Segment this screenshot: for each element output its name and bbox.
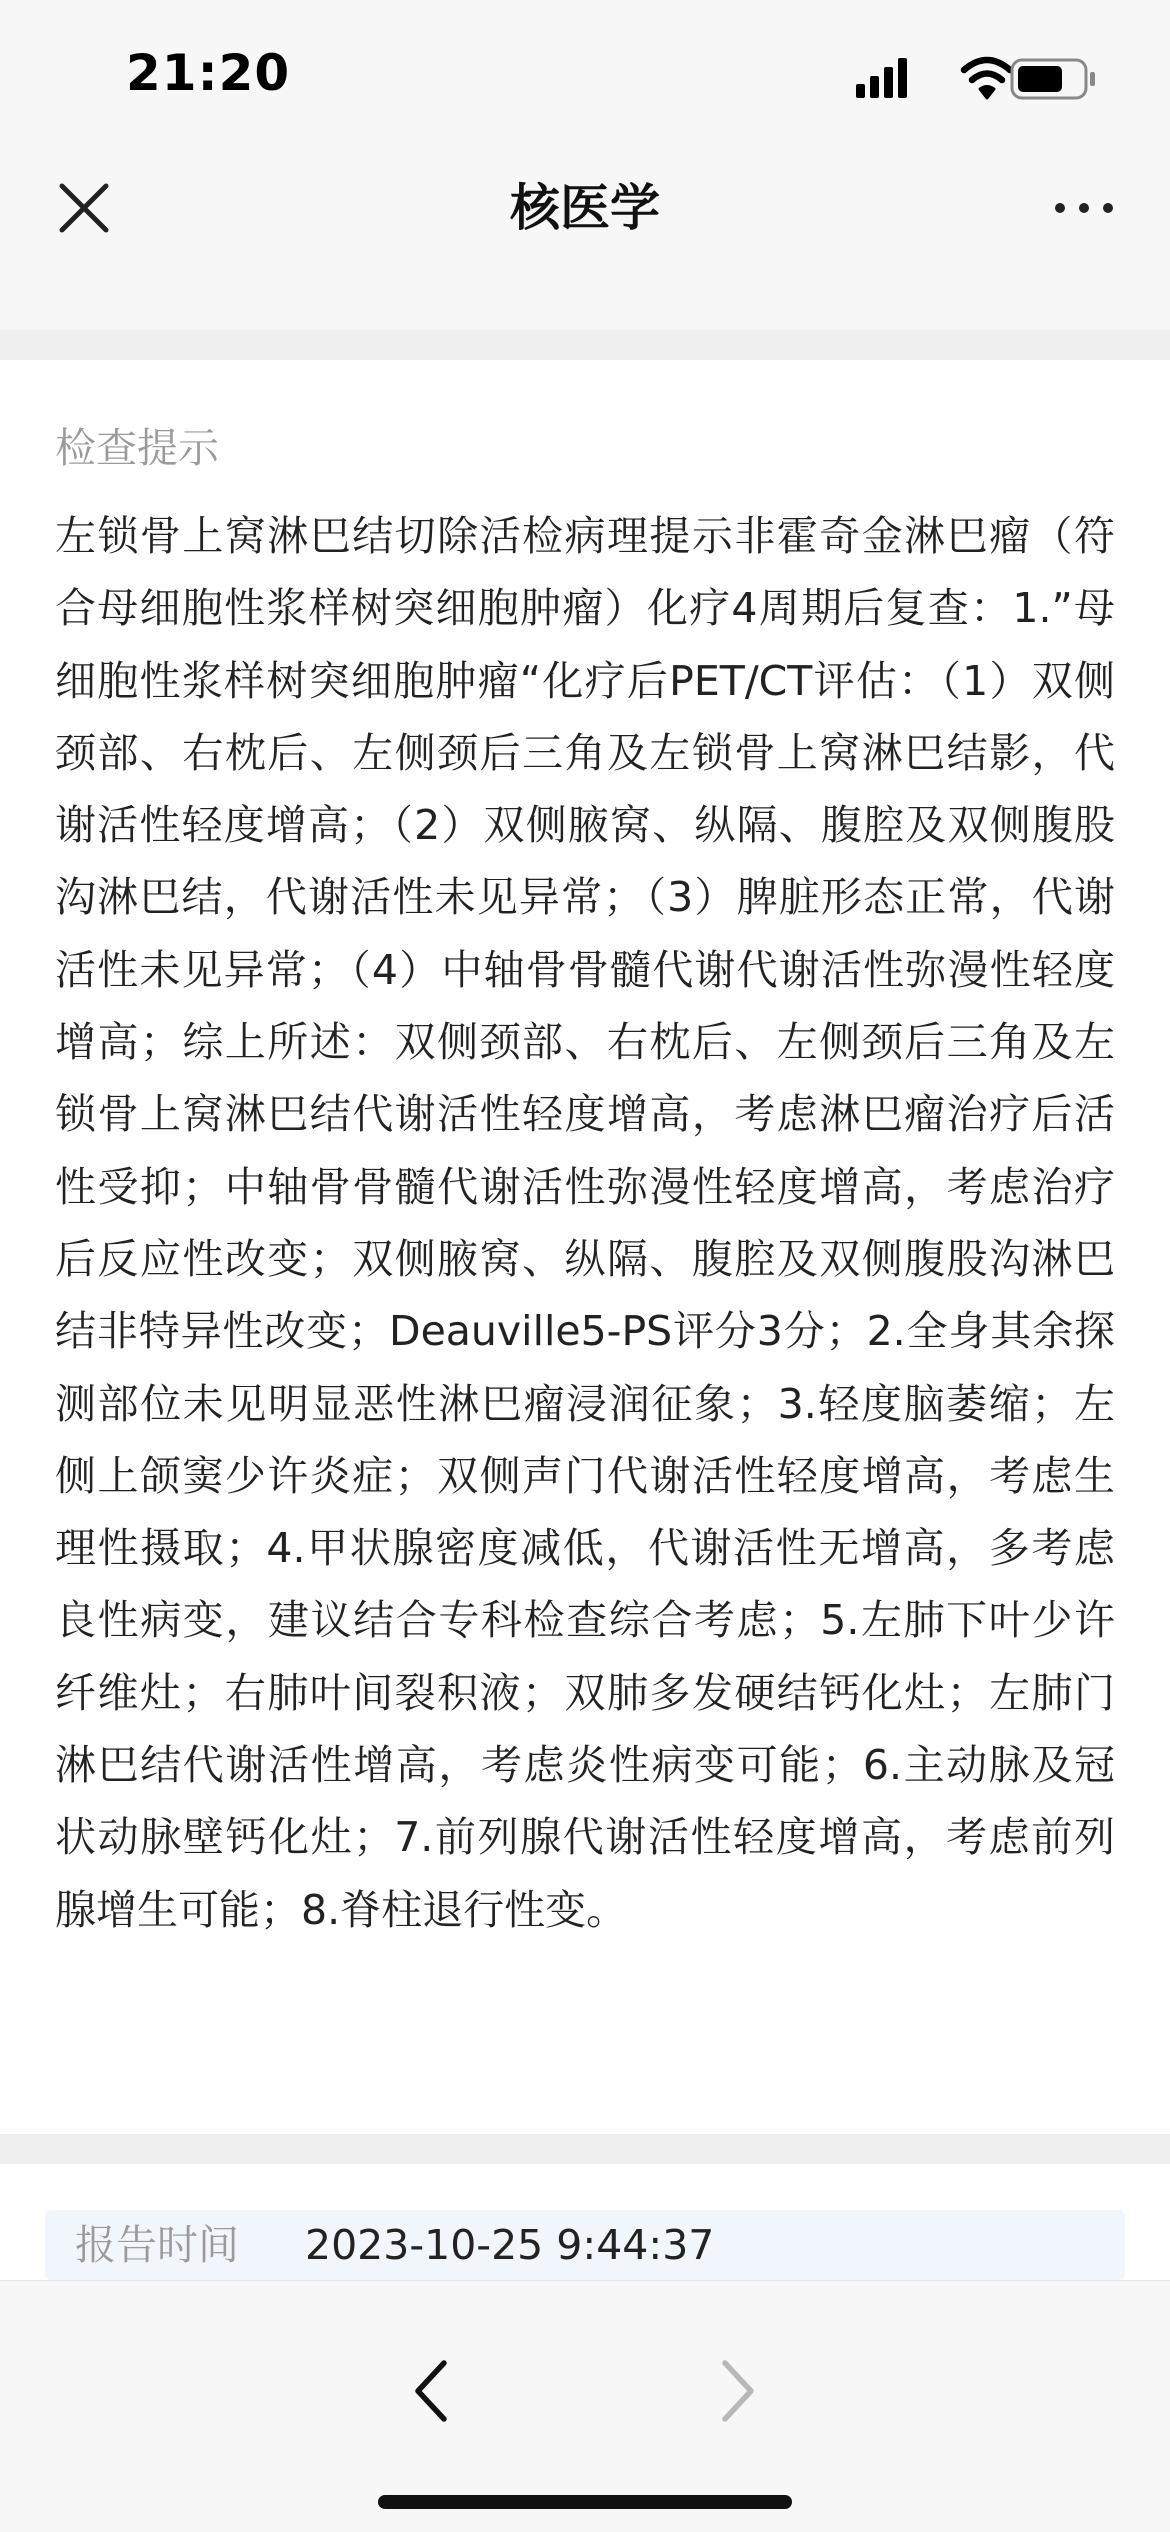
status-icons bbox=[850, 54, 1130, 104]
more-button[interactable] bbox=[1052, 176, 1116, 240]
cellular-signal-icon bbox=[856, 58, 907, 98]
status-bar bbox=[0, 0, 1170, 150]
status-time: 21:20 bbox=[126, 44, 291, 102]
report-card bbox=[0, 360, 1170, 2134]
back-button[interactable] bbox=[400, 2351, 464, 2431]
report-time-label: 报告时间 bbox=[75, 2221, 239, 2269]
wifi-icon bbox=[964, 60, 1010, 98]
section-divider bbox=[0, 2134, 1170, 2164]
more-icon bbox=[1052, 176, 1116, 240]
section-label: 检查提示 bbox=[55, 424, 219, 472]
chevron-right-icon bbox=[705, 2351, 769, 2431]
home-indicator[interactable] bbox=[378, 2495, 792, 2509]
page-title: 核医学 bbox=[510, 179, 660, 237]
forward-button[interactable] bbox=[705, 2351, 769, 2431]
bottom-toolbar bbox=[0, 2280, 1170, 2532]
battery-icon bbox=[1012, 60, 1095, 98]
section-divider bbox=[0, 330, 1170, 360]
chevron-left-icon bbox=[400, 2351, 464, 2431]
report-text: 左锁骨上窝淋巴结切除活检病理提示非霍奇金淋巴瘤（符合母细胞性浆样树突细胞肿瘤）化疗4周期后复查：1.”母细胞性浆样树突细胞肿瘤“化疗后PET/CT评估：（1）双侧颈部、右枕后、左侧颈后三角及左锁骨上窝淋巴结影，代谢活性轻度增高；（2）双侧腋窝、纵隔、腹腔及双侧腹股沟淋巴结，代谢活性未见异常；（3）脾脏形态正常，代谢活性未见异常；（4）中轴骨骨髓代谢代谢活性弥漫性轻度增高；综上所述：双侧颈部、右枕后、左侧颈后三角及左锁骨上窝淋巴结代谢活性轻度增高，考虑淋巴瘤治疗后活性受抑；中轴骨骨髓代谢活性弥漫性轻度增高，考虑治疗后反应性改变；双侧腋窝、纵隔、腹腔及双侧腹股沟淋巴结非特异性改变；Deauville5-PS评分3分；2.全身其余探测部位未见明显恶性淋巴瘤浸润征象；3.轻度脑萎缩；左侧上颌窦少许炎症；双侧声门代谢活性轻度增高，考虑生理性摄取；4.甲状腺密度减低，代谢活性无增高，多考虑良性病变，建议结合专科检查综合考虑；5.左肺下叶少许纤维灶；右肺叶间裂积液；双肺多发硬结钙化灶；左肺门淋巴结代谢活性增高，考虑炎性病变可能；6.主动脉及冠状动脉壁钙化灶；7.前列腺代谢活性轻度增高，考虑前列腺增生可能；8.脊柱退行性变。 bbox=[55, 512, 1115, 1934]
report-time-row bbox=[45, 2210, 1125, 2280]
nav-bar bbox=[0, 150, 1170, 330]
report-time-value: 2023-10-25 9:44:37 bbox=[305, 2221, 715, 2269]
